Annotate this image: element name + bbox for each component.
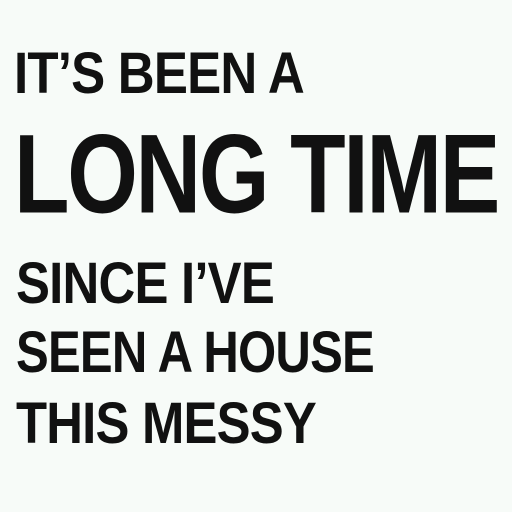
quote-line-1: IT’S BEEN A xyxy=(14,40,304,106)
quote-line-5: THIS MESSY xyxy=(16,390,316,456)
quote-line-4: SEEN A HOUSE xyxy=(16,319,374,385)
quote-line-3: SINCE I’VE xyxy=(16,250,274,316)
quote-line-2-emphasis: LONG TIME xyxy=(14,111,498,237)
